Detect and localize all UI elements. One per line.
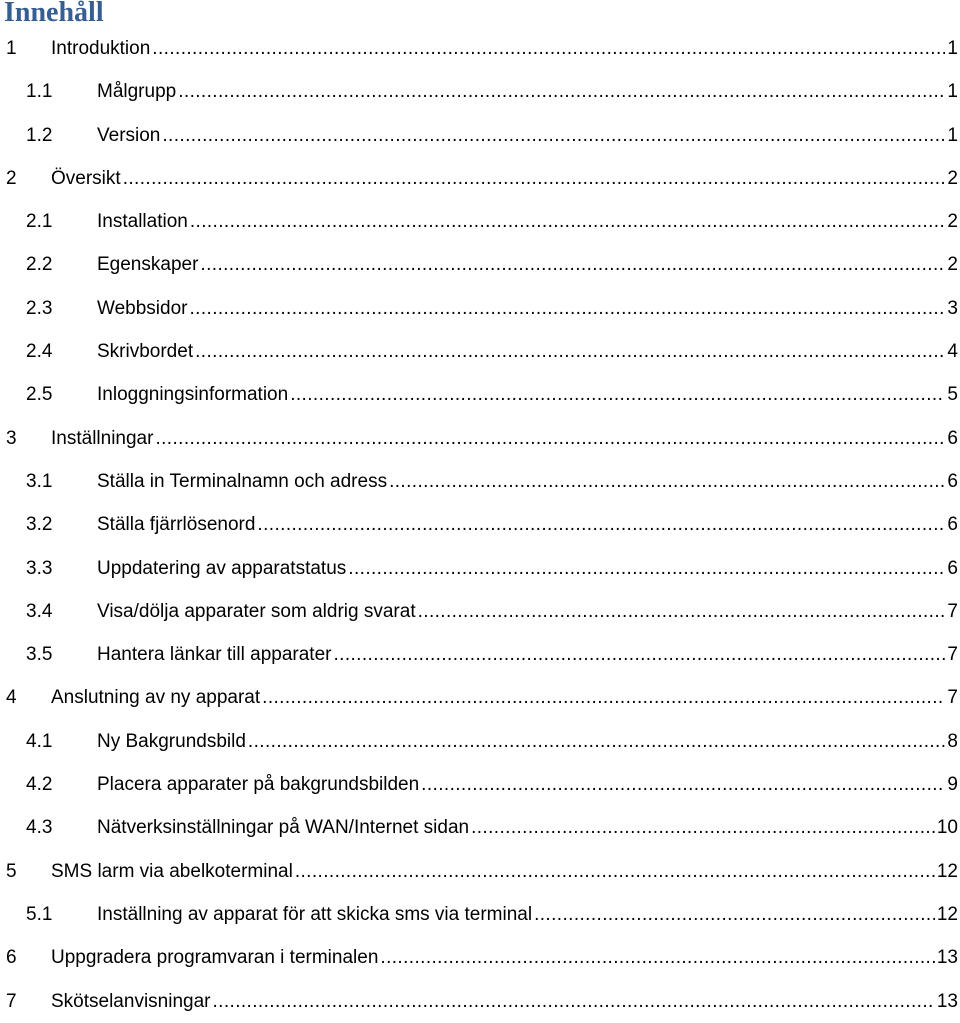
toc-dot-leader: [418, 590, 946, 633]
toc-entry-title: Uppgradera programvaran i terminalen: [51, 947, 379, 969]
toc-entry-number: 1.2: [26, 124, 53, 146]
toc-entry-title: Nätverksinställningar på WAN/Internet sidan: [97, 817, 470, 839]
toc-page-number: 7: [947, 644, 958, 666]
toc-page-number: 6: [947, 514, 958, 536]
toc-entry-title: Skötselanvisningar: [51, 990, 211, 1012]
toc-entry-title: Placera apparater på bakgrundsbilden: [97, 774, 420, 796]
toc-entry-title: Webbsidor: [97, 297, 188, 319]
toc-page-number: 1: [947, 81, 958, 103]
toc-dot-leader: [295, 850, 935, 893]
toc-entry-number: 2.3: [26, 297, 53, 319]
toc-entry-title: Egenskaper: [97, 254, 199, 276]
toc-page-number: 10: [936, 817, 958, 839]
toc-entry-title: Ny Bakgrundsbild: [97, 730, 246, 752]
toc-entry[interactable]: [0, 763, 960, 806]
toc-entry[interactable]: [0, 330, 960, 373]
toc-entry-title: Ställa in Terminalnamn och adress: [97, 470, 388, 492]
toc-dot-leader: [257, 503, 945, 546]
toc-entry[interactable]: [0, 806, 960, 849]
toc-entry[interactable]: [0, 980, 960, 1023]
toc-entry[interactable]: [0, 373, 960, 416]
toc-entry-number: 1: [6, 38, 17, 59]
toc-entry[interactable]: [0, 417, 960, 460]
toc-entry-number: 2.5: [26, 384, 53, 406]
toc-entry[interactable]: [0, 503, 960, 546]
toc-entry-title: SMS larm via abelkoterminal: [51, 860, 293, 882]
toc-entry-number: 5: [6, 860, 17, 882]
toc-page-number: 6: [947, 427, 958, 449]
toc-entry-number: 3.5: [26, 644, 53, 666]
toc-entry-number: 2.1: [26, 211, 53, 233]
toc-dot-leader: [262, 676, 945, 719]
toc-entry[interactable]: [0, 200, 960, 243]
toc-entry[interactable]: [0, 460, 960, 503]
toc-entry-title: Målgrupp: [97, 81, 177, 103]
toc-page-number: 6: [947, 557, 958, 579]
toc-entry-number: 3: [6, 427, 17, 449]
toc-dot-leader: [333, 633, 945, 676]
toc-entry-number: 3.4: [26, 600, 53, 622]
toc-entry-title: Uppdatering av apparatstatus: [97, 557, 347, 579]
toc-entry-title: Anslutning av ny apparat: [51, 687, 261, 709]
toc-page-number: 2: [947, 211, 958, 233]
toc-entry-title: Inloggningsinformation: [97, 384, 289, 406]
toc-page-number: 2: [947, 167, 958, 189]
toc-entry[interactable]: [0, 590, 960, 633]
toc-entry-title: Hantera länkar till apparater: [97, 644, 332, 666]
toc-entry-number: 2.4: [26, 341, 53, 363]
toc-entry[interactable]: [0, 633, 960, 676]
toc-entry-number: 4.3: [26, 817, 53, 839]
toc-entry-number: 7: [6, 990, 17, 1012]
toc-entry[interactable]: [0, 676, 960, 719]
toc-entry-number: 2: [6, 167, 17, 189]
toc-entry[interactable]: [0, 114, 960, 157]
toc-dot-leader: [155, 417, 945, 460]
toc-dot-leader: [534, 893, 935, 936]
toc-entry-title: Introduktion: [51, 38, 151, 59]
toc-entry-title: Installation: [97, 211, 188, 233]
toc-entry-title: Skrivbordet: [97, 341, 194, 363]
toc-dot-leader: [152, 27, 945, 70]
toc-dot-leader: [389, 460, 945, 503]
toc-dot-leader: [248, 720, 946, 763]
toc-entry[interactable]: [0, 893, 960, 936]
toc-entry[interactable]: [0, 547, 960, 590]
toc-page-number: 12: [936, 903, 958, 925]
toc-entry[interactable]: [0, 157, 960, 200]
toc-entry-title: Inställningar: [51, 427, 154, 449]
toc-entry[interactable]: [0, 243, 960, 286]
toc-dot-leader: [190, 200, 946, 243]
toc-entry-title: Översikt: [51, 167, 121, 189]
toc-dot-leader: [380, 936, 934, 979]
toc-entry-number: 6: [6, 947, 17, 969]
toc-entry[interactable]: [0, 70, 960, 113]
toc-page-number: 7: [947, 600, 958, 622]
toc-page-number: 9: [947, 774, 958, 796]
page-title: Innehåll: [4, 0, 104, 28]
toc-entry-title: Visa/dölja apparater som aldrig svarat: [97, 600, 416, 622]
toc-page-number: 12: [936, 860, 958, 882]
toc-page-number: 7: [947, 687, 958, 709]
toc-page-number: 6: [947, 470, 958, 492]
toc-page-number: 2: [947, 254, 958, 276]
toc-dot-leader: [162, 114, 945, 157]
toc-entry-number: 4.1: [26, 730, 53, 752]
toc-dot-leader: [348, 547, 945, 590]
table-of-contents: [0, 27, 960, 1023]
toc-entry-number: 3.3: [26, 557, 53, 579]
toc-entry-number: 1.1: [26, 81, 53, 103]
toc-page-number: 13: [936, 990, 958, 1012]
toc-entry-number: 4.2: [26, 774, 53, 796]
toc-entry-title: Ställa fjärrlösenord: [97, 514, 256, 536]
toc-dot-leader: [189, 287, 945, 330]
toc-dot-leader: [471, 806, 935, 849]
toc-entry-title: Version: [97, 124, 161, 146]
toc-entry-number: 3.2: [26, 514, 53, 536]
toc-entry[interactable]: [0, 720, 960, 763]
toc-page-number: 5: [947, 384, 958, 406]
toc-entry[interactable]: [0, 27, 960, 70]
toc-entry-title: Inställning av apparat för att skicka sms via terminal: [97, 903, 533, 925]
toc-entry[interactable]: [0, 936, 960, 979]
toc-page-number: 3: [947, 297, 958, 319]
toc-dot-leader: [195, 330, 945, 373]
toc-dot-leader: [421, 763, 945, 806]
toc-entry[interactable]: [0, 850, 960, 893]
toc-dot-leader: [290, 373, 945, 416]
toc-dot-leader: [178, 70, 945, 113]
toc-page-number: 13: [936, 947, 958, 969]
toc-dot-leader: [212, 980, 934, 1023]
toc-page-number: 4: [947, 341, 958, 363]
toc-dot-leader: [123, 157, 946, 200]
toc-entry-number: 4: [6, 687, 17, 709]
toc-entry-number: 5.1: [26, 903, 53, 925]
toc-dot-leader: [200, 243, 945, 286]
toc-page-number: 1: [947, 124, 958, 146]
toc-page-number: 8: [947, 730, 958, 752]
toc-page-number: 1: [947, 38, 958, 59]
toc-entry-number: 2.2: [26, 254, 53, 276]
toc-entry-number: 3.1: [26, 470, 53, 492]
toc-entry[interactable]: [0, 287, 960, 330]
